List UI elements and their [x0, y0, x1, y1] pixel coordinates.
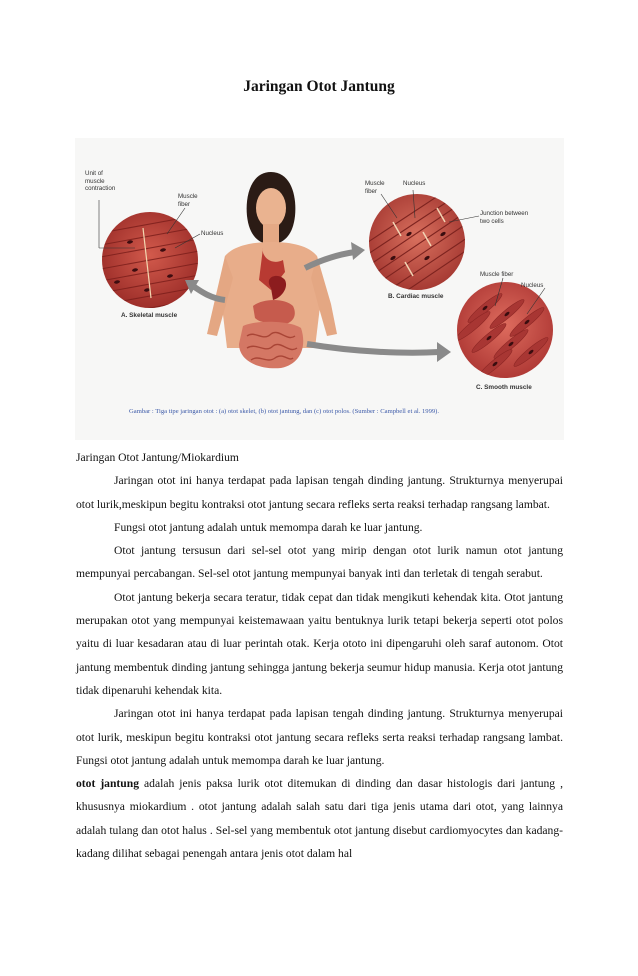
label-muscle-fiber-c: Muscle fiber [480, 271, 514, 278]
paragraph-4: Otot jantung bekerja secara teratur, tidak cepat dan tidak mengikuti kehendak kita. Otot jantung merupakan otot yang mempunyai keistemawaan yaitu bentuknya lurik tetapi bekerja seperti otot polos yaitu di luar kesadaran atau di luar perintah otak. Kerja ototo ini dipengaruhi oleh saraf autonom. Otot jantung membentuk dinding jantung sehingga jantung bekerja seumur hidup manusia. Kerja otot jantung tidak dipenaruhi kehendak kita. [76, 590, 563, 697]
label-muscle-fiber-a: Muscle fiber [178, 193, 198, 208]
label-skeletal-muscle: A. Skeletal muscle [121, 312, 178, 319]
paragraph-3: Otot jantung tersusun dari sel-sel otot yang mirip dengan otot lurik namun otot jantung mempunyai percabangan. Sel-sel otot jantung mempunyai banyak inti dan terletak di tengah serabut. [76, 544, 563, 581]
label-nucleus-c: Nucleus [521, 282, 544, 289]
body-text [76, 446, 563, 865]
label-junction: Junction between two cells [480, 210, 529, 225]
paragraph-5: Jaringan otot ini hanya terdapat pada lapisan tengah dinding jantung. Strukturnya menyerupai otot lurik, meskipun begitu kontraksi otot jantung secara refleks serta reaksi terhadap rangsang lambat. Fungsi otot jantung adalah untuk memompa darah ke luar jantung. [76, 707, 563, 767]
section-subheading: Jaringan Otot Jantung/Miokardium [76, 451, 239, 464]
paragraph-2: Fungsi otot jantung adalah untuk memompa darah ke luar jantung. [114, 520, 423, 534]
label-nucleus-b: Nucleus [403, 180, 426, 187]
label-muscle-fiber-b: Muscle fiber [365, 180, 385, 195]
page-title: Jaringan Otot Jantung [243, 78, 395, 95]
label-cardiac-muscle: B. Cardiac muscle [388, 293, 444, 300]
paragraph-1: Jaringan otot ini hanya terdapat pada lapisan tengah dinding jantung. Strukturnya menyerupai otot lurik,meskipun begitu kontraksi otot jantung secara refleks serta reaksi terhadap rangsang lambat. [76, 474, 563, 511]
figure-illustration [75, 138, 564, 440]
smooth-muscle-circle [454, 278, 553, 381]
paragraph-6 [76, 772, 563, 865]
paragraph-6-text: adalah jenis paksa lurik otot ditemukan di dinding dan dasar histologis dari jantung , khususnya miokardium . otot jantung adalah salah satu dari tiga jenis utama dari otot, yang lainnya adalah tulang dan otot halus . Sel-sel yang membentuk otot jantung disebut cardiomyocytes dan kadang-kadang dilihat sebagai penengah antara jenis otot dalam hal [76, 777, 564, 861]
bold-term: otot jantung [76, 777, 139, 791]
arrow-to-smooth [307, 342, 451, 362]
cardiac-muscle-circle [365, 190, 479, 308]
label-unit-of-contraction: Unit of muscle contraction [85, 170, 116, 192]
figure-caption: Gambar : Tiga tipe jaringan otot : (a) otot skelet, (b) otot jantung, dan (c) otot polos. (Sumber : Campbell et al. 1999). [129, 408, 440, 415]
label-nucleus-a: Nucleus [201, 230, 224, 237]
human-figure [207, 172, 337, 408]
skeletal-muscle-circle [95, 200, 205, 318]
label-smooth-muscle: C. Smooth muscle [476, 384, 532, 391]
muscle-types-figure [75, 138, 564, 440]
